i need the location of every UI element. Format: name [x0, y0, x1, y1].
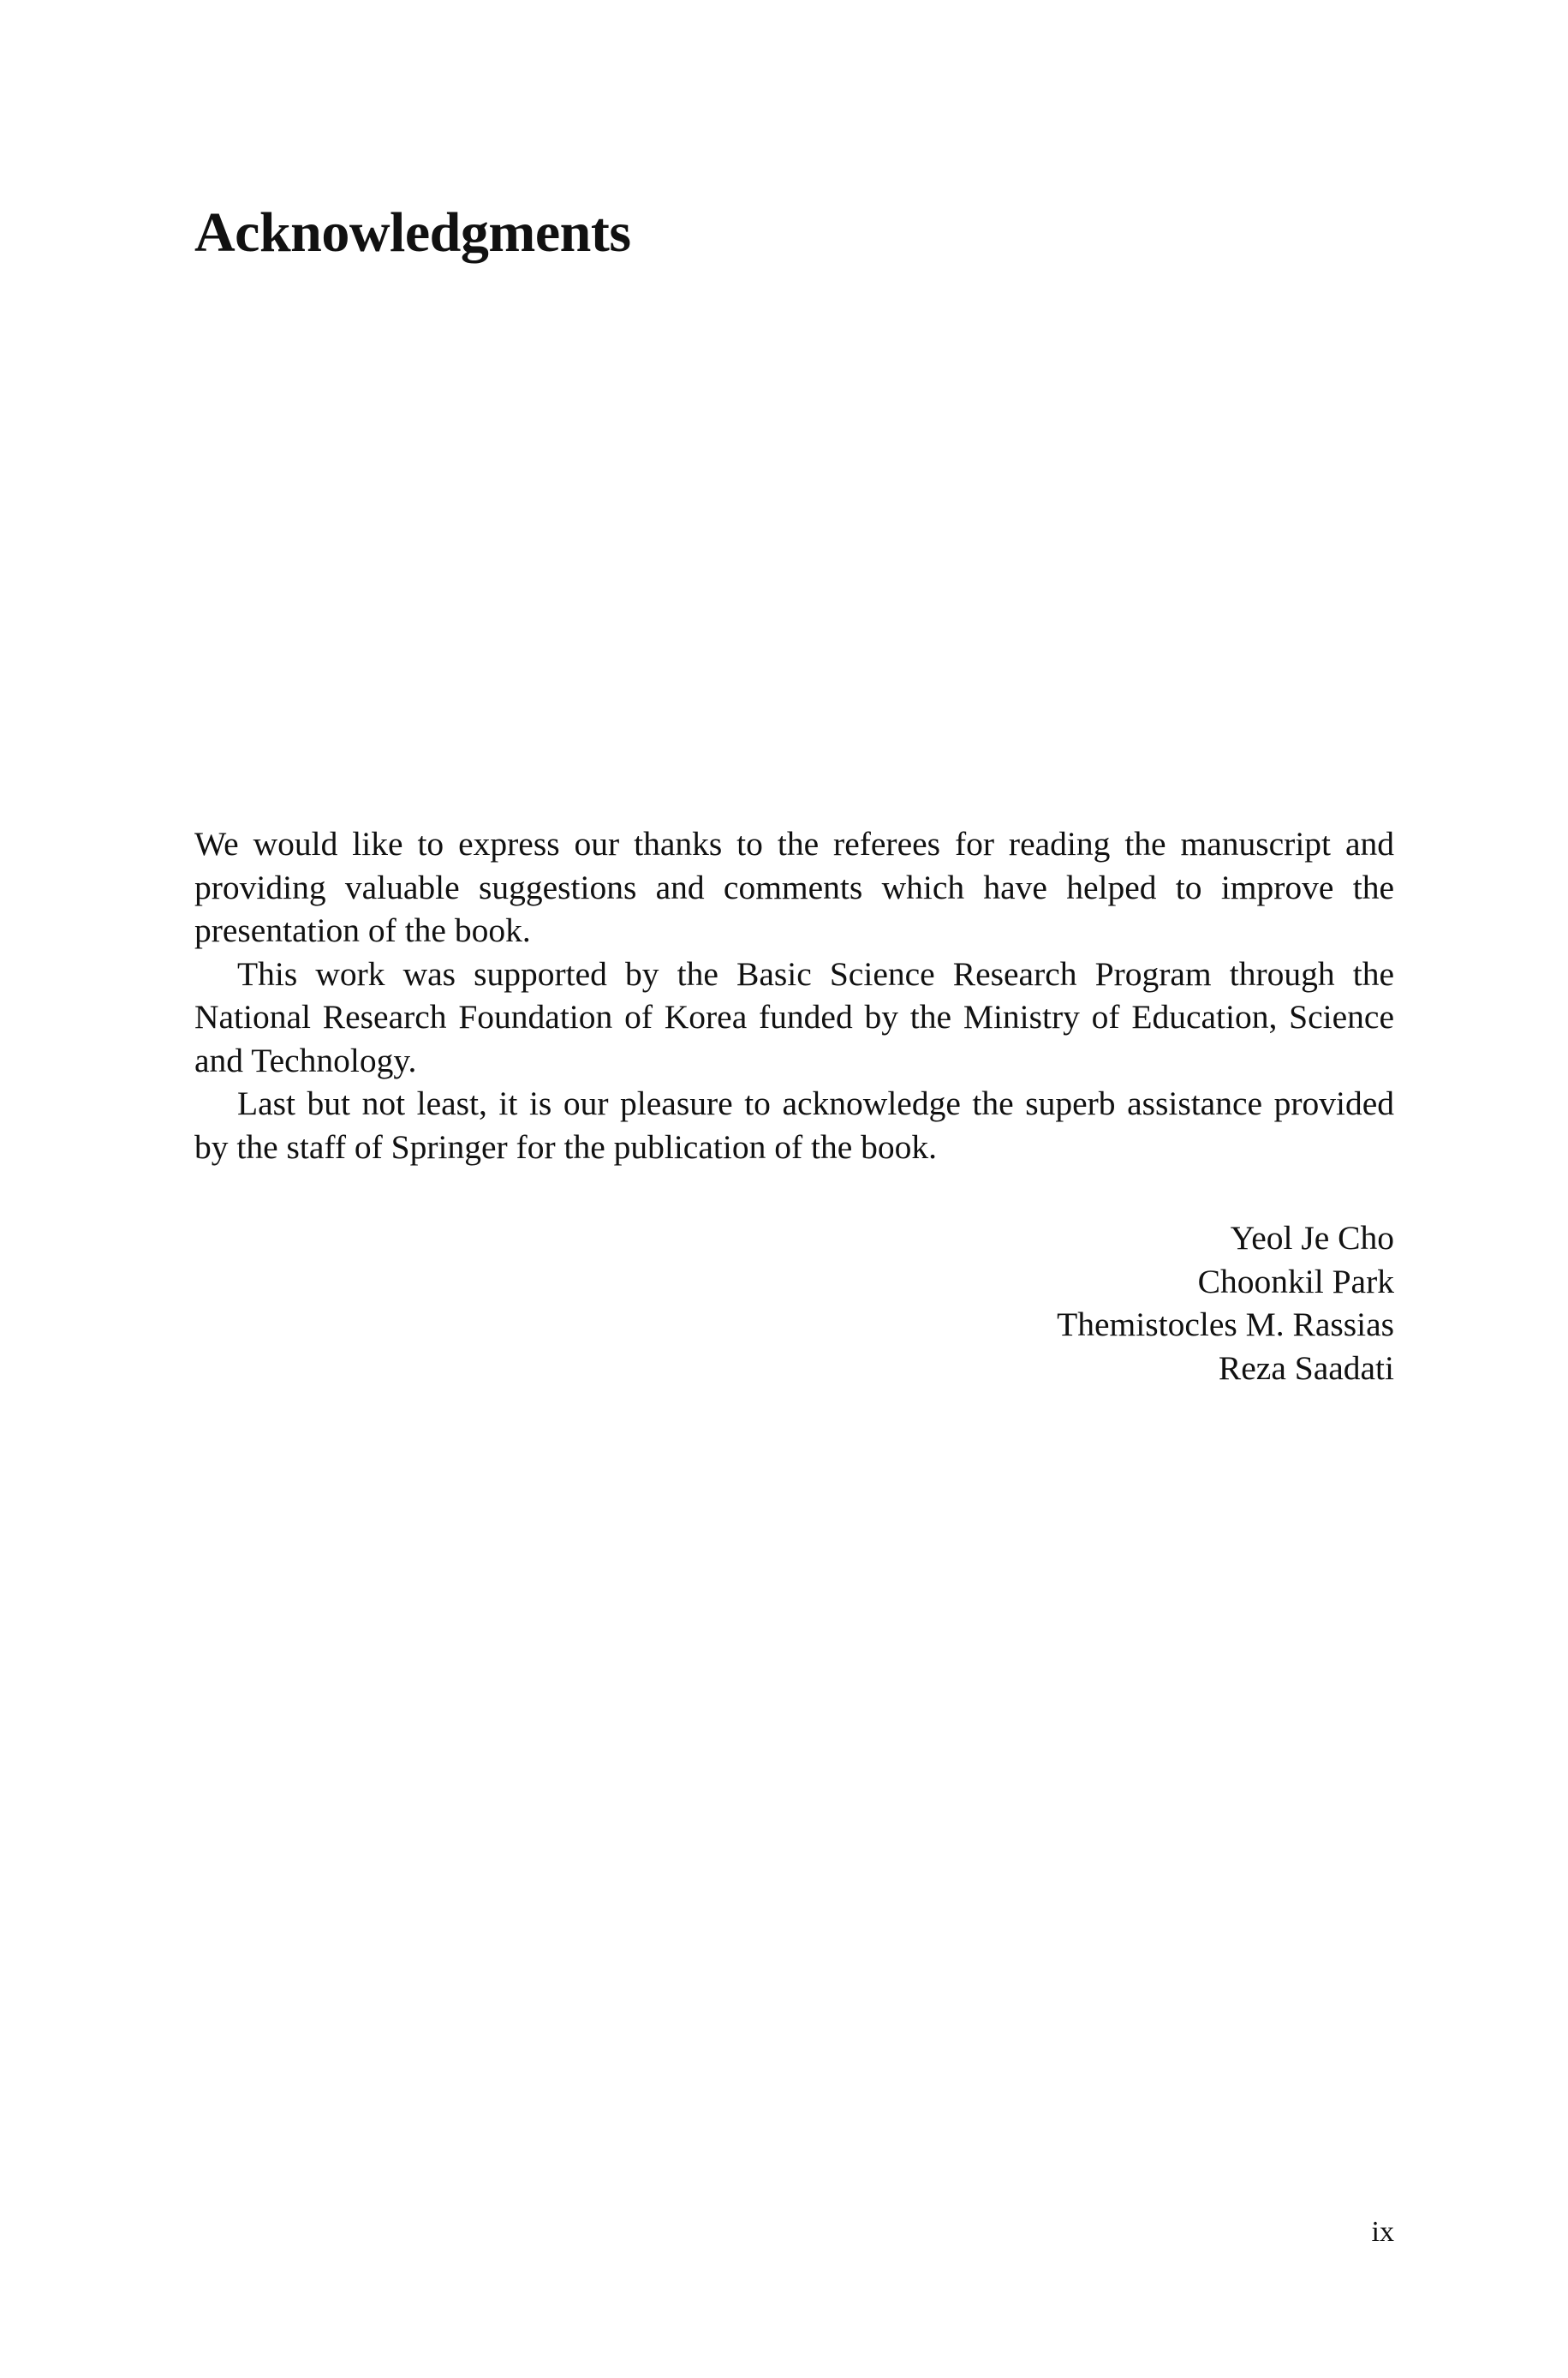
page-title: Acknowledgments [194, 201, 631, 264]
page-number: ix [1371, 2216, 1394, 2248]
paragraph-funding: This work was supported by the Basic Science Research Program through the National Research Foundation of Korea funded by the Ministry of Education, Science and Technology. [194, 954, 1394, 1079]
author-name: Choonkil Park [1197, 1262, 1394, 1300]
acknowledgment-body [194, 822, 1394, 1168]
author-name: Reza Saadati [1218, 1348, 1394, 1387]
paragraph-publisher: Last but not least, it is our pleasure to acknowledge the superb assistance provided by the staff of Springer for the publication of the book. [194, 1084, 1394, 1166]
author-name: Themistocles M. Rassias [1057, 1306, 1394, 1343]
paragraph-referees: We would like to express our thanks to the referees for reading the manuscript and providing valuable suggestions and comments which have helped to improve the presentation of the book. [194, 825, 1394, 949]
author-name: Yeol Je Cho [1230, 1219, 1394, 1257]
author-signatures [856, 1216, 1394, 1389]
